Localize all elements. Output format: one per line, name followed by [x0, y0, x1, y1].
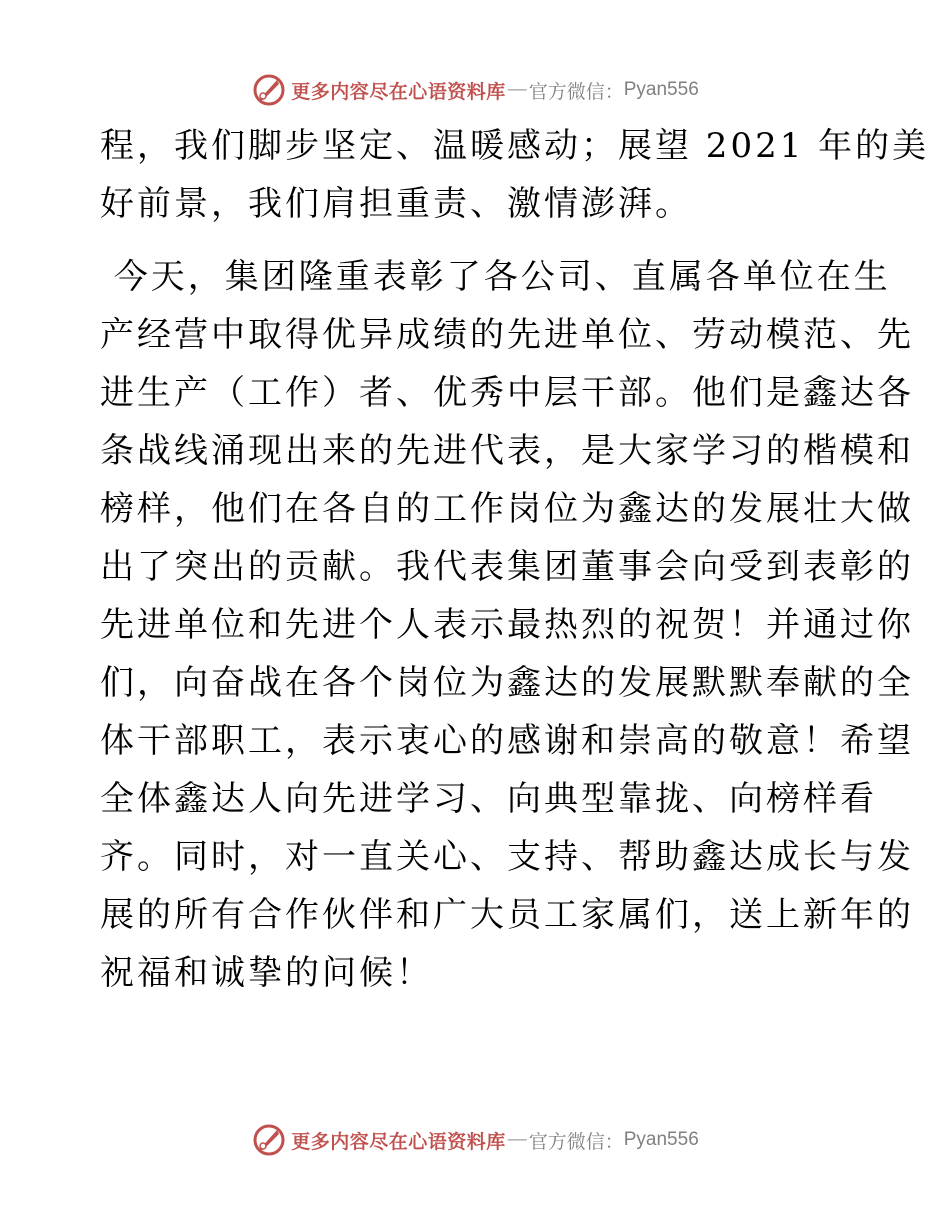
- footer-banner: [0, 1120, 950, 1160]
- text-line: 好前景，我们肩担重责、激情澎湃。: [100, 184, 692, 224]
- text-line: 条战线涌现出来的先进代表，是大家学习的楷模和: [100, 431, 914, 471]
- banner-dash: —: [507, 79, 527, 100]
- feather-pen-seal-icon: [251, 72, 287, 108]
- text-line: 先进单位和先进个人表示最热烈的祝贺！并通过你: [100, 605, 914, 645]
- header-banner: [0, 70, 950, 110]
- document-body: [100, 117, 930, 1002]
- banner-site-text: 更多内容尽在心语资料库: [291, 1130, 506, 1153]
- text-line: 进生产（工作）者、优秀中层干部。他们是鑫达各: [100, 373, 914, 413]
- banner-site-text: 更多内容尽在心语资料库: [291, 80, 506, 103]
- paragraph-1: [100, 117, 930, 233]
- text-line: 产经营中取得优异成绩的先进单位、劳动模范、先: [100, 315, 914, 355]
- banner-dash: —: [507, 1129, 527, 1150]
- feather-pen-seal-icon: [251, 1122, 287, 1158]
- banner-wechat-label: 官方微信：: [528, 80, 624, 103]
- text-line: 全体鑫达人向先进学习、向典型靠拢、向榜样看: [100, 779, 877, 819]
- text-line: 展的所有合作伙伴和广大员工家属们，送上新年的: [100, 895, 914, 935]
- text-line: 程，我们脚步坚定、温暖感动；展望 2021 年的美: [100, 126, 930, 166]
- banner-wechat-label: 官方微信：: [528, 1130, 624, 1153]
- text-line: 榜样，他们在各自的工作岗位为鑫达的发展壮大做: [100, 489, 914, 529]
- paragraph-2: [100, 248, 914, 1002]
- text-line: 齐。同时，对一直关心、支持、帮助鑫达成长与发: [100, 837, 914, 877]
- text-line: 祝福和诚挚的问候！: [100, 953, 433, 993]
- banner-wechat-id: Pyan556: [623, 1129, 699, 1150]
- text-line: 体干部职工，表示衷心的感谢和崇高的敬意！希望: [100, 721, 914, 761]
- text-line: 们，向奋战在各个岗位为鑫达的发展默默奉献的全: [100, 663, 914, 703]
- paragraph-spacer: [100, 233, 860, 248]
- text-line: 出了突出的贡献。我代表集团董事会向受到表彰的: [100, 547, 914, 587]
- text-line: 今天，集团隆重表彰了各公司、直属各单位在生: [100, 257, 891, 297]
- banner-wechat-id: Pyan556: [623, 79, 699, 100]
